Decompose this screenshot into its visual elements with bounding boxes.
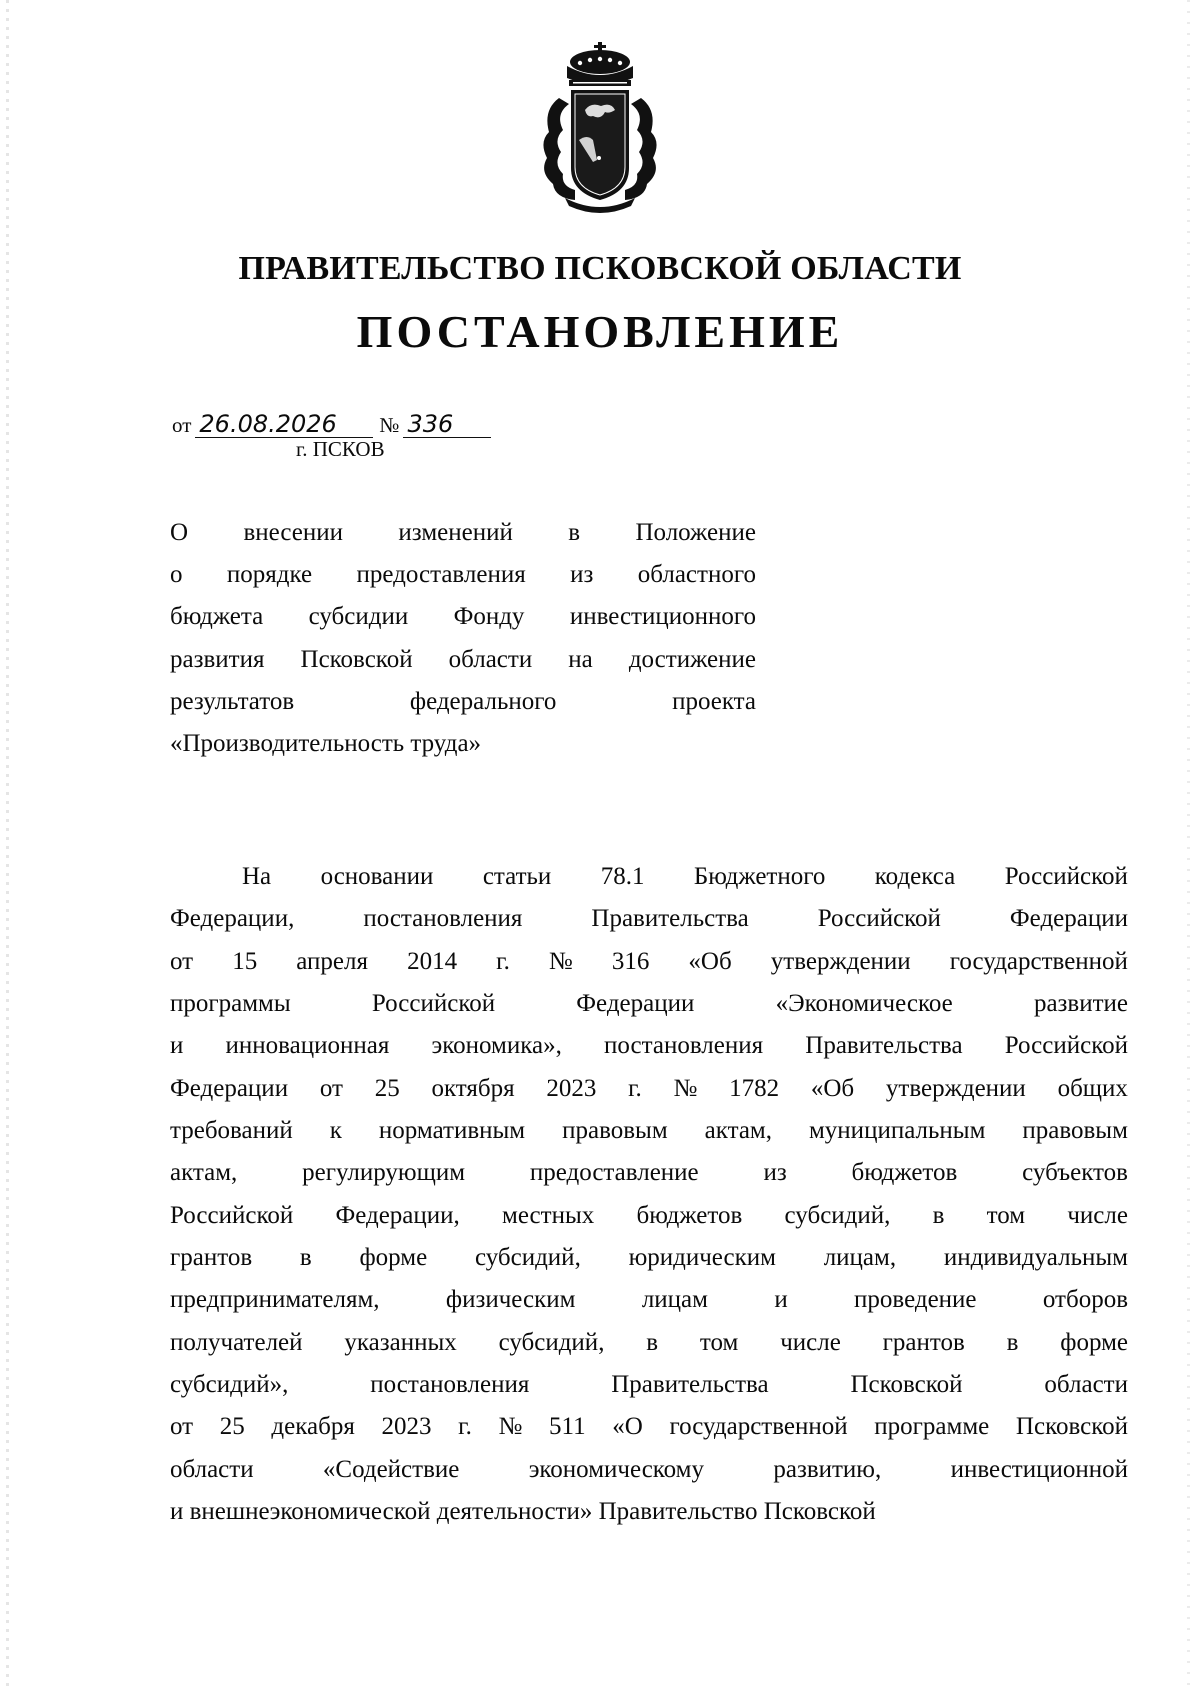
subject-line: «Производительность труда» [170, 730, 482, 758]
date-prefix: от [172, 413, 192, 437]
organization-title: ПРАВИТЕЛЬСТВО ПСКОВСКОЙ ОБЛАСТИ [238, 250, 962, 287]
document-type-title: ПОСТАНОВЛЕНИЕ [356, 306, 844, 357]
handwritten-number: 336 [403, 412, 491, 438]
body-line: грантов в форме субсидий, юридическим лицам, индивидуальным [170, 1244, 1128, 1272]
body-line: от 15 апреля 2014 г. № 316 «Об утверждении государственной [170, 947, 1128, 975]
body-line: получателей указанных субсидий, в том числе грантов в форме [170, 1328, 1128, 1356]
registration-line [172, 412, 491, 438]
body-line: и инновационная экономика», постановления Правительства Российской [170, 1032, 1128, 1060]
body-line: актам, регулирующим предоставление из бюджетов субъектов [170, 1159, 1128, 1187]
body-line: от 25 декабря 2023 г. № 511 «О государственной программе Псковской [170, 1413, 1128, 1441]
body-line: программы Российской Федерации «Экономическое развитие [170, 990, 1128, 1018]
body-line: На основании статьи 78.1 Бюджетного кодекса Российской [242, 863, 1128, 890]
body-line: требований к нормативным правовым актам, муниципальным правовым [170, 1117, 1128, 1145]
body-paragraph [170, 856, 1128, 1534]
number-prefix: № [379, 413, 400, 437]
subject-line: О внесении изменений в Положение [170, 519, 756, 546]
handwritten-date: 26.08.2026 [195, 412, 373, 438]
body-line: Федерации, постановления Правительства Российской Федерации [170, 905, 1128, 933]
body-line: области «Содействие экономическому развитию, инвестиционной [170, 1455, 1128, 1483]
body-line: Федерации от 25 октября 2023 г. № 1782 «Об утверждении общих [170, 1074, 1128, 1102]
subject-line: бюджета субсидии Фонду инвестиционного [170, 603, 756, 631]
body-line: Российской Федерации, местных бюджетов субсидий, в том числе [170, 1201, 1128, 1229]
subject-line: развития Псковской области на достижение [170, 645, 756, 673]
subject-line: о порядке предоставления из областного [170, 561, 756, 589]
subject-heading [170, 512, 756, 765]
body-line: субсидий», постановления Правительства Псковской области [170, 1371, 1128, 1399]
city-label: г. ПСКОВ [296, 437, 385, 461]
body-line: и внешнеэкономической деятельности» Правительство Псковской [170, 1498, 876, 1526]
subject-line: результатов федерального проекта [170, 687, 756, 715]
body-line: предпринимателям, физическим лицам и проведение отборов [170, 1286, 1128, 1314]
pskov-coat-of-arms-icon [535, 40, 665, 216]
